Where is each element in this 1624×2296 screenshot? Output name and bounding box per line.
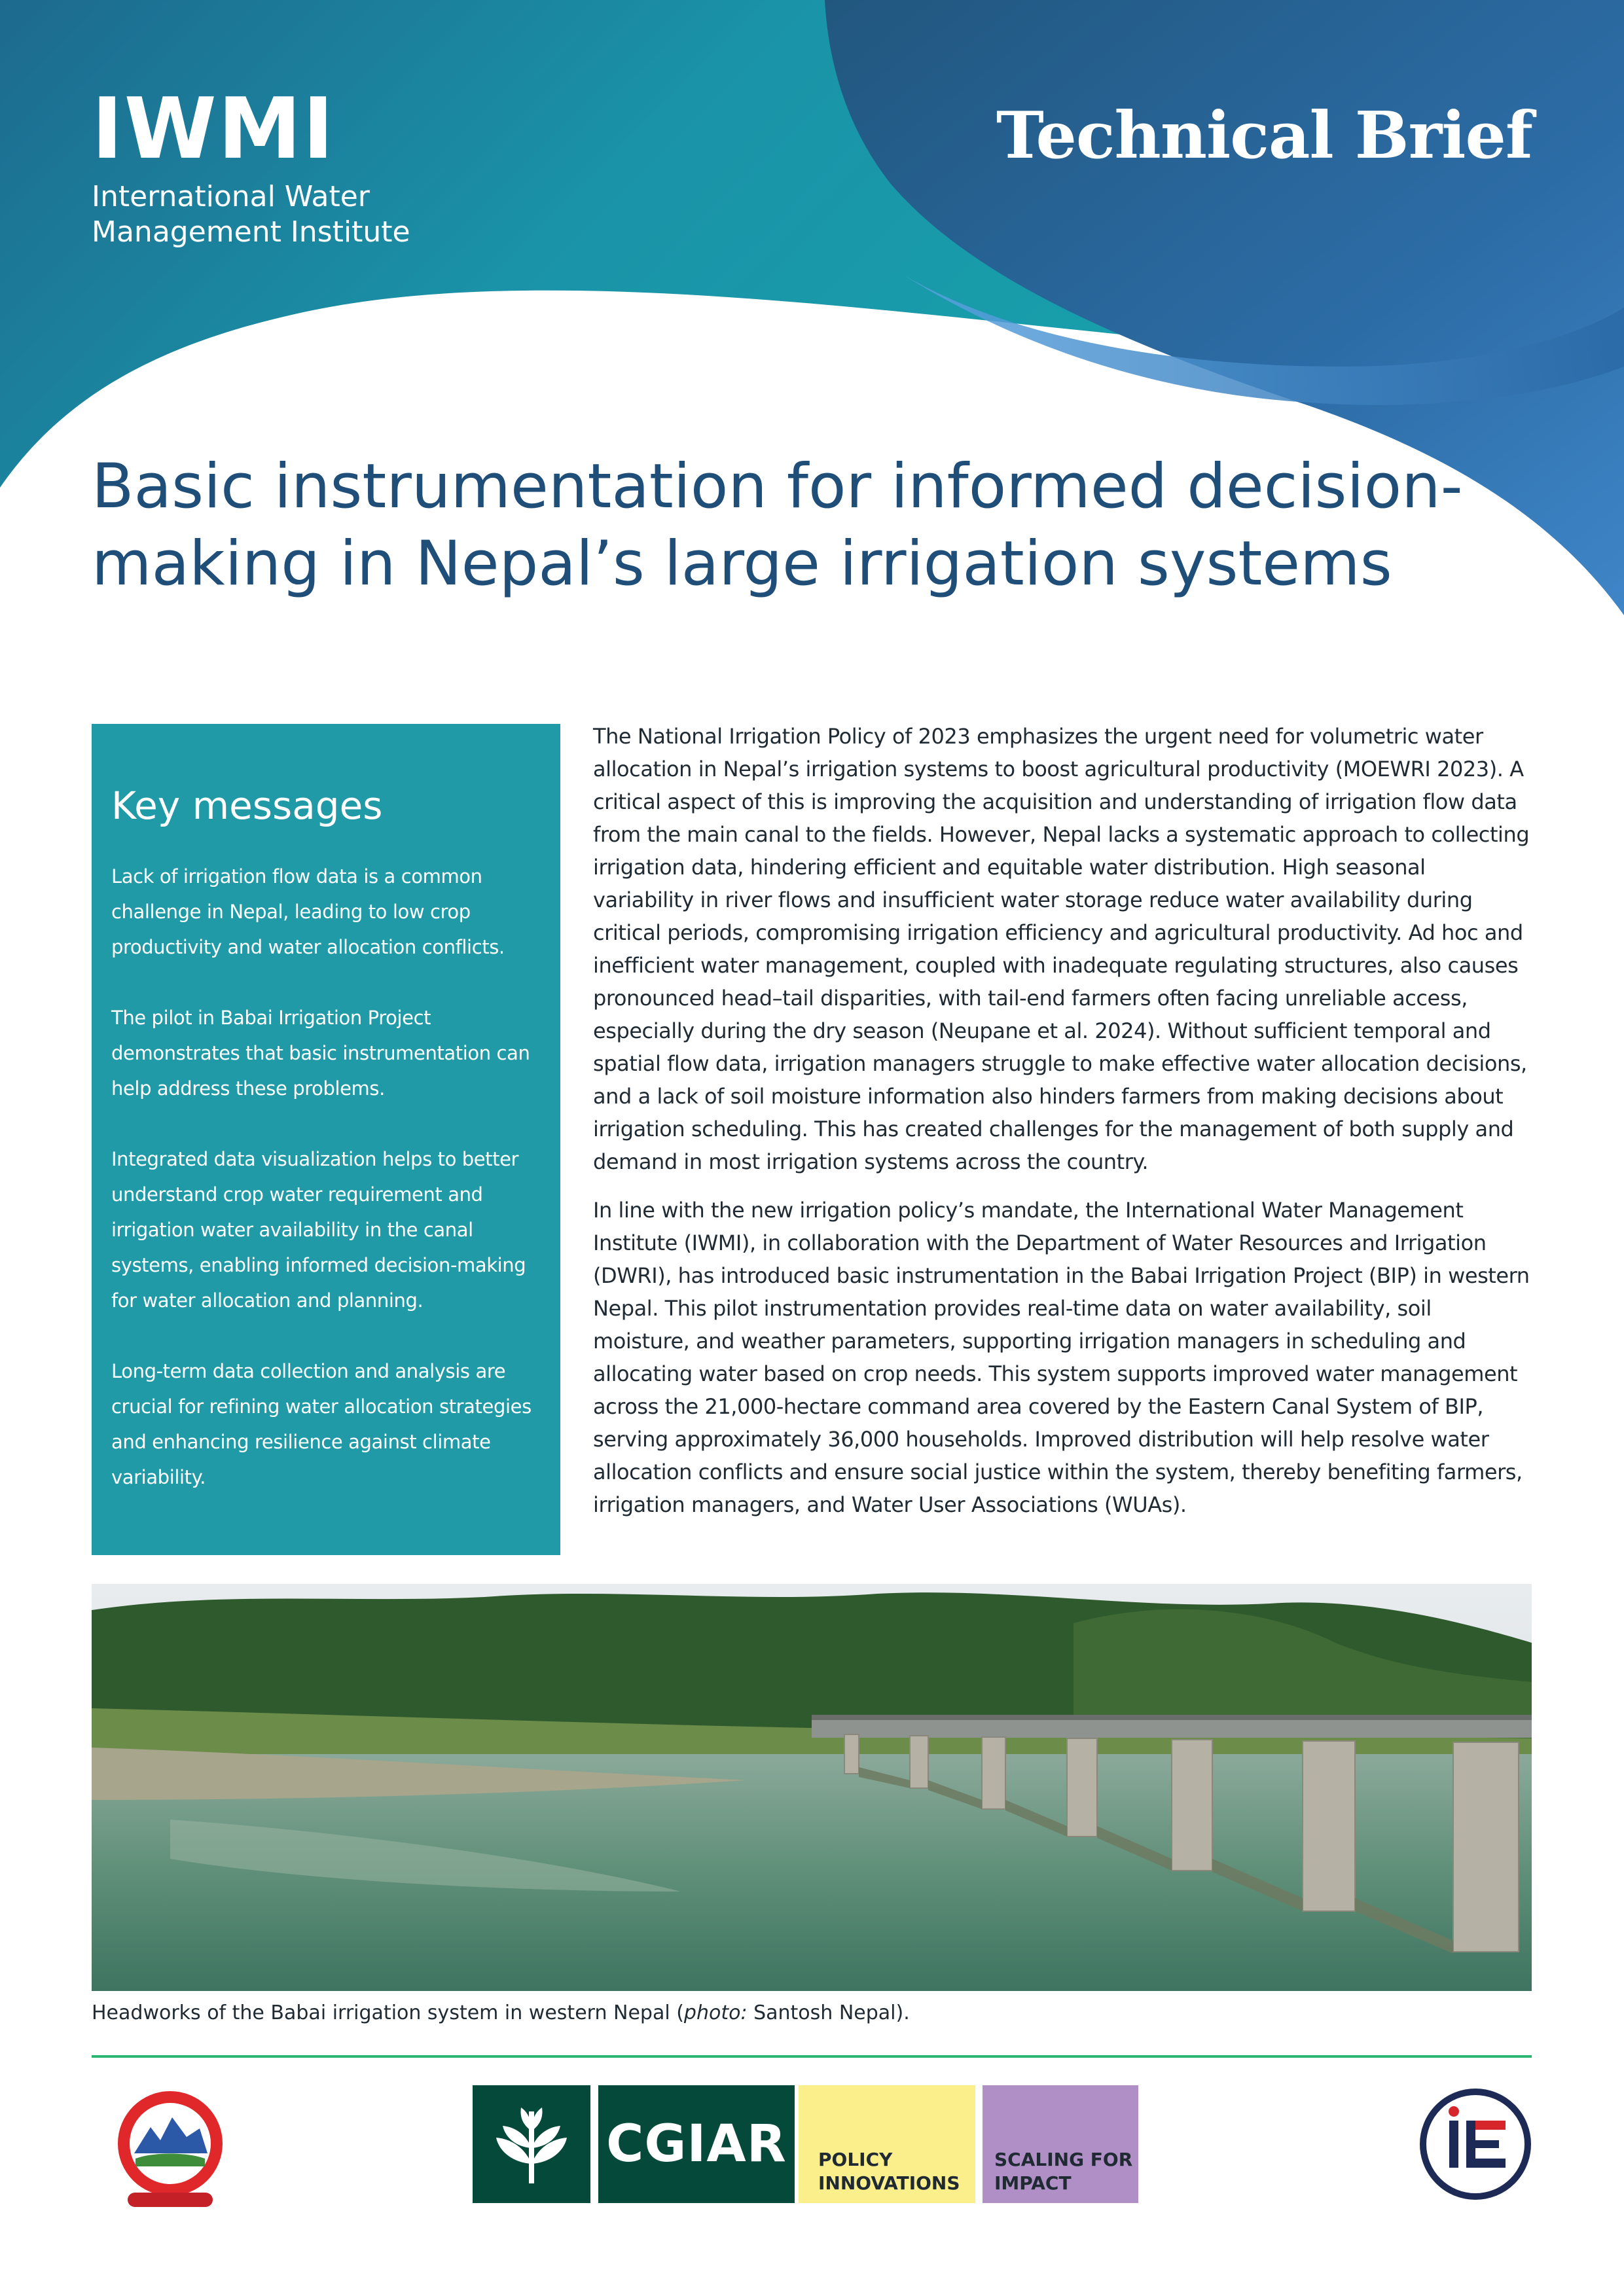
key-messages-box — [92, 724, 560, 1555]
key-messages-heading: Key messages — [111, 783, 383, 828]
logo-line-1: International Water — [92, 180, 370, 213]
body-text — [593, 720, 1532, 1537]
key-message-item: Lack of irrigation flow data is a common challenge in Nepal, leading to low crop productivity and water allocation conflicts. — [111, 865, 505, 958]
photo-caption — [92, 2000, 910, 2026]
iwmi-logo — [92, 81, 410, 250]
footer-divider — [92, 2055, 1532, 2058]
scaling-line-2: IMPACT — [994, 2172, 1072, 2194]
caption-photo-label: photo: — [683, 2001, 748, 2024]
document-type: Technical Brief — [996, 98, 1532, 173]
logo-mark: IWMI — [92, 81, 335, 178]
key-message-item: Long-term data collection and analysis are crucial for refining water allocation strategies and enhancing resilience against climate variability. — [111, 1360, 532, 1488]
key-message-item: Integrated data visualization helps to better understand crop water requirement and irrigation water availability in the canal systems, enabling informed decision-making for water allocation and planning. — [111, 1148, 526, 1312]
scaling-for-impact-badge — [983, 2085, 1138, 2203]
policy-line-1: POLICY — [818, 2149, 893, 2170]
caption-main: Headworks of the Babai irrigation system in western Nepal ( — [92, 2001, 684, 2024]
page-title: Basic instrumentation for informed decision-making in Nepal’s large irrigation systems — [92, 451, 1463, 600]
headworks-photo — [92, 1584, 1532, 1991]
policy-line-2: INNOVATIONS — [818, 2172, 960, 2194]
body-paragraph-2: In line with the new irrigation policy’s mandate, the International Water Management Institute (IWMI), in collaboration with the Department of Water Resources and Irrigation (DWRI), has introduced basic instrumentation in the Babai Irrigation Project (BIP) in western Nepal. This pilot instrumentation provides real-time data on water availability, soil moisture, and weather parameters, supporting irrigation managers in scheduling and allocating water based on crop needs. This system supports improved water management across the 21,000-hectare command area covered by the Eastern Canal System of BIP, serving approximately 36,000 households. Improved distribution will help resolve water allocation conflicts and ensure social justice within the system, thereby benefiting farmers, irrigation managers, and Water User Associations (WUAs). — [593, 1198, 1530, 1517]
body-paragraph-1: The National Irrigation Policy of 2023 emphasizes the urgent need for volumetric water allocation in Nepal’s irrigation systems to boost agricultural productivity (MOEWRI 2023). A critical aspect of this is improving the acquisition and understanding of irrigation flow data from the main canal to the fields. However, Nepal lacks a systematic approach to collecting irrigation data, hindering efficient and equitable water distribution. High seasonal variability in river flows and insufficient water storage reduce water availability during critical periods, compromising irrigation efficiency and agricultural productivity. Ad hoc and inefficient water management, coupled with inadequate regulating structures, also causes pronounced head–tail disparities, with tail-end farmers often facing unreliable access, especially during the dry season (Neupane et al. 2024). Without sufficient temporal and spatial flow data, irrigation managers struggle to make effective water allocation decisions, and a lack of soil moisture information also hinders farmers from making decisions about irrigation scheduling. This has created challenges for the management of both supply and demand in most irrigation systems across the country. — [593, 724, 1530, 1174]
partner-logo-icon — [1419, 2088, 1532, 2200]
cgiar-logo-text: CGIAR — [598, 2085, 795, 2203]
logo-line-2: Management Institute — [92, 215, 410, 249]
logo-text — [92, 179, 410, 250]
scaling-line-1: SCALING FOR — [994, 2149, 1133, 2170]
key-message-item: The pilot in Babai Irrigation Project demonstrates that basic instrumentation can help address these problems. — [111, 1007, 530, 1100]
caption-credit: Santosh Nepal). — [747, 2001, 910, 2024]
cgiar-leaf-icon — [473, 2085, 590, 2203]
policy-innovations-badge — [799, 2085, 975, 2203]
nepal-government-emblem — [95, 2081, 245, 2212]
